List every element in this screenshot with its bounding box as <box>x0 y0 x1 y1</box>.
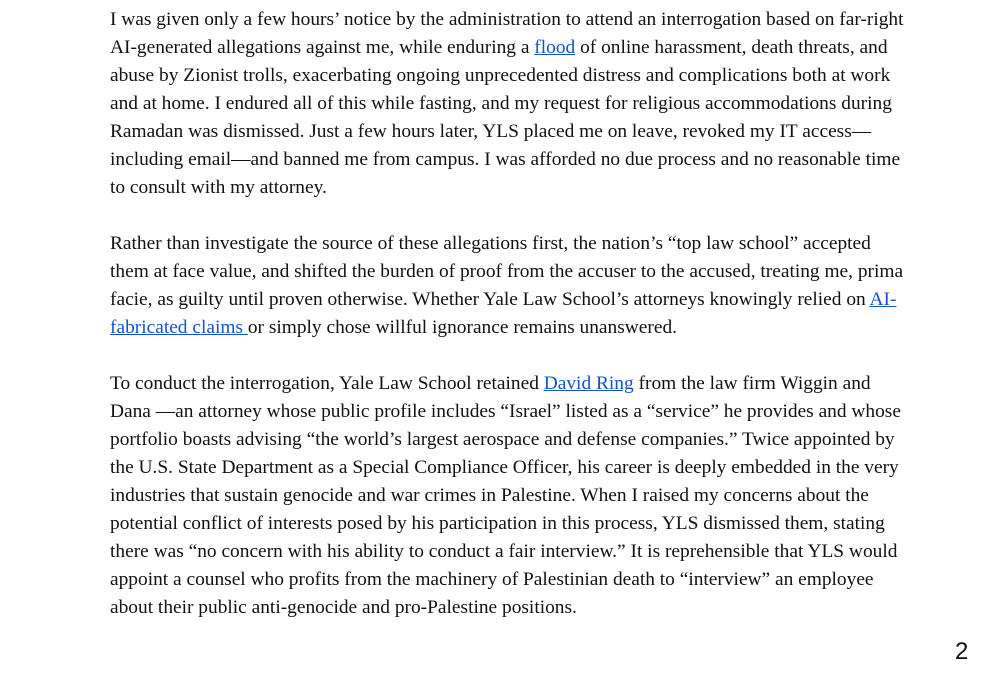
flood-link[interactable]: flood <box>534 37 576 58</box>
david-ring-link[interactable]: David Ring <box>543 373 634 394</box>
paragraph-3 <box>110 370 910 622</box>
paragraph-2-text-after: or simply chose willful ignorance remains unanswered. <box>247 317 677 338</box>
document-body <box>110 6 910 622</box>
paragraph-1-text-after: of online harassment, death threats, and abuse by Zionist trolls, exacerbating ongoing unprecedented distress and complications both at work and at home. I endured all of this while fasting, and my request for religious accommodations during Ramadan was dismissed. Just a few hours later, YLS placed me on leave, revoked my IT access—including email—and banned me from campus. I was afforded no due process and no reasonable time to consult with my attorney. <box>110 37 901 198</box>
paragraph-1 <box>110 6 910 202</box>
paragraph-3-text-before: To conduct the interrogation, Yale Law School retained <box>110 373 544 394</box>
page-number: 2 <box>955 638 969 665</box>
paragraph-1-text-before: I was given only a few hours’ notice by the administration to attend an interrogation based on far-right AI-generated allegations against me, while enduring a <box>110 9 904 58</box>
paragraph-2-text-before: Rather than investigate the source of these allegations first, the nation’s “top law school” accepted them at face value, and shifted the burden of proof from the accuser to the accused, treating me, prima facie, as guilty until proven otherwise. Whether Yale Law School’s attorneys knowingly relied on <box>110 233 904 310</box>
paragraph-2 <box>110 230 910 342</box>
ai-fabricated-claims-link[interactable]: AI-fabricated claims <box>110 289 897 338</box>
paragraph-3-text-after: from the law firm Wiggin and Dana —an attorney whose public profile includes “Israel” listed as a “service” he provides and whose portfolio boasts advising “the world’s largest aerospace and defense companies.” Twice appointed by the U.S. State Department as a Special Compliance Officer, his career is deeply embedded in the very industries that sustain genocide and war crimes in Palestine. When I raised my concerns about the potential conflict of interests posed by his participation in this process, YLS dismissed them, stating there was “no concern with his ability to conduct a fair interview.” It is reprehensible that YLS would appoint a counsel who profits from the machinery of Palestinian death to “interview” an employee about their public anti-genocide and pro-Palestine positions. <box>110 373 901 618</box>
